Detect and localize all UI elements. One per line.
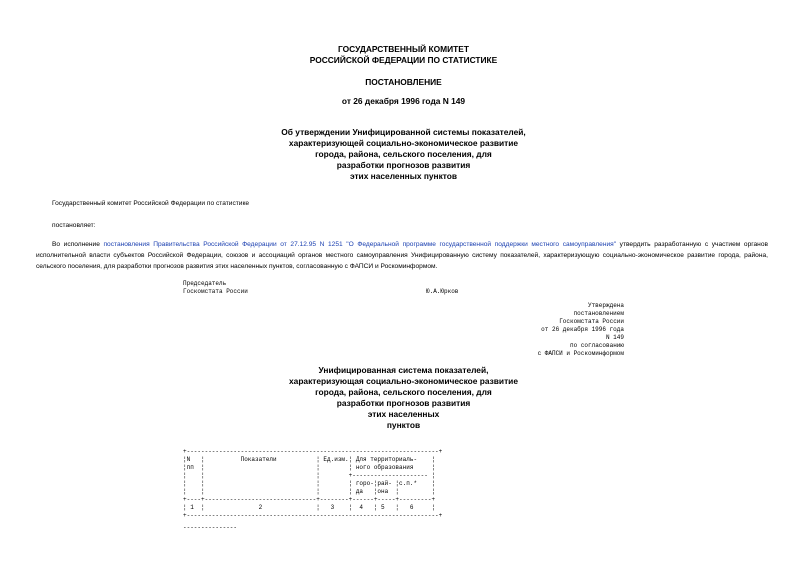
approval-line-4: от 26 декабря 1996 года (541, 326, 624, 333)
signature-name: Ю.А.Юрков (426, 288, 459, 295)
title-line5: этих населенных пунктов (349, 171, 458, 181)
approval-line-6: по согласованию (569, 342, 624, 349)
title-line2: характеризующей социально-экономическое развитие (288, 138, 519, 148)
body-paragraph-2: постановляет: (52, 222, 96, 229)
doc-type: ПОСТАНОВЛЕНИЕ (365, 77, 442, 87)
table-header-row-3: ¦ ¦ ¦ +--------------------- ¦ (183, 472, 436, 479)
approval-line-5: N 149 (605, 334, 624, 341)
approval-line-2: постановлением (573, 310, 624, 317)
system-title-line2: характеризующая социально-экономическое развитие (289, 376, 518, 386)
table-header-row-2: ¦пп ¦ ¦ ¦ ного образования ¦ (183, 464, 436, 471)
table-row-border-top: +----------------------------------------------------------------------+ (183, 448, 443, 455)
government-decree-link[interactable]: постановления Правительства Российской Федерации от 27.12.95 N 1251 "О Федеральной программе государственной поддержки местного самоуправления" (103, 241, 617, 248)
system-title-line5: этих населенных (367, 409, 440, 419)
table-column-numbers-row: ¦ 1 ¦ 2 ¦ 3 ¦ 4 ¦ 5 ¦ 6 ¦ (183, 504, 436, 511)
body-paragraph-3 (36, 239, 768, 272)
system-title-line3: города, района, сельского поселения, для (315, 387, 492, 397)
system-title-line1: Унифицированная система показателей, (318, 365, 489, 375)
system-title-line4: разработки прогнозов развития (336, 398, 471, 408)
doc-date: от 26 декабря 1996 года N 149 (341, 96, 466, 106)
org-name-line2: РОССИЙСКОЙ ФЕДЕРАЦИИ ПО СТАТИСТИКЕ (309, 55, 498, 65)
approval-line-7: с ФАПСИ и Роскоминформом (537, 350, 624, 357)
title-line1: Об утверждении Унифицированной системы показателей, (281, 127, 526, 137)
table-header-row-1: ¦N ¦ Показатели ¦ Ед.изм.¦ Для территориаль- ¦ (183, 456, 436, 463)
org-name-line1: ГОСУДАРСТВЕННЫЙ КОМИТЕТ (338, 44, 469, 54)
paragraph-3-suffix: утвердить разработанную с участием органов исполнительной власти субъектов Российской Федерации, союзов и ассоциаций органов местного самоуправления Унифицированную систему показателей, характеризующую социально-экономическое развитие города, района, сельского поселения, для разработки прогнозов развития этих населенных пунктов, согласованную с ФАПСИ и Роскоминформом. (36, 241, 768, 270)
body-paragraph-1: Государственный комитет Российской Федерации по статистике (52, 200, 250, 207)
signature-role-line1: Председатель (183, 280, 227, 287)
paragraph-3-prefix: Во исполнение (52, 241, 104, 248)
system-title-line6: пунктов (386, 420, 421, 430)
approval-line-1: Утверждена (587, 302, 624, 309)
title-line4: разработки прогнозов развития (336, 160, 471, 170)
table-row-border-bottom: +----------------------------------------------------------------------+ (183, 512, 443, 519)
approval-line-3: Госкомстата России (559, 318, 624, 325)
footnote-rule: --------------- (183, 524, 238, 531)
table-row-separator: +----+-------------------------------+--------+------+-----+---------+ (183, 496, 436, 503)
title-line3: города, района, сельского поселения, для (315, 149, 492, 159)
table-header-row-5: ¦ ¦ ¦ ¦ да ¦она ¦ ¦ (183, 488, 436, 495)
signature-role-line2: Госкомстата России (183, 288, 248, 295)
table-header-row-4: ¦ ¦ ¦ ¦ горо-¦рай- ¦с.п.* ¦ (183, 480, 436, 487)
